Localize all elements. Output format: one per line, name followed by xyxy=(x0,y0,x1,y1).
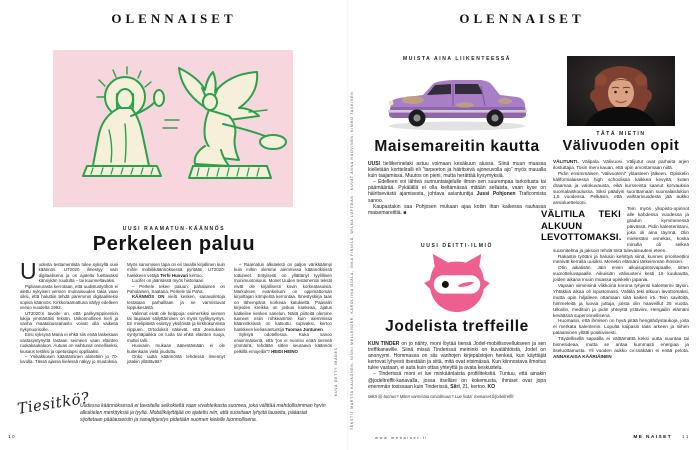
drop-cap: U xyxy=(20,262,37,284)
page-seam xyxy=(347,0,349,450)
portrait-photo xyxy=(567,56,675,126)
right-credits: TEKSTIT MARTTA KAUKONEN, NINNI MELLENDER, KAROLIINA OJALA, INKA FINNILÄ, WILMA LUFTMAN · KUVAT ANNA HUOVINEN, KIMMO TASKINEN xyxy=(350,91,354,430)
dating-title: Jodelista treffeille xyxy=(385,318,529,335)
jodel-cat-icon xyxy=(422,252,492,314)
traffic-section xyxy=(368,56,546,216)
traffic-kicker: MUISTA AINA LIIKENTEESSÄ xyxy=(402,56,512,62)
traffic-body: UUSI tieliikennelaki astuu voimaan kesäkuun alussa. Siinä muun muassa kielletään kortteliralli eli ”tarpeeton ja häiritsevä ajoneuvolla ajo” myös muualla kuin taajamissa. Muutos on pieni, mutta herättää kysymyksiä. – Edelleen voi lähteä sunnuntaiajelulle ilman sen suurempaa tarkoitusta tai päämäärää. Pykälällä ei olla kieltämässä mitään sellaista, vaan kyse on häiritsevästä ajamisesta, johtava asiantuntija Jussi Pohjonen Traficomista sanoo. Kaupastakin saa Pohjosen mukaan ajaa kotiin ihan kaikessa rauhassa maisemareittiä. ■ xyxy=(368,161,546,216)
right-section-header: OLENNAISET xyxy=(459,11,585,26)
left-article-body xyxy=(20,262,332,394)
dating-footnote: Mikä @-tunnus? Miten varmistaa turvallisuus? Lue lisää: menaiset.fi/jodeltreffit xyxy=(368,393,514,399)
left-article-title: Perkeleen paluu xyxy=(92,233,256,255)
left-photo-credit: KUVA GETTY IMAGES xyxy=(334,347,338,396)
car-photo xyxy=(377,66,537,134)
jesus-devil-illustration-art xyxy=(53,50,293,207)
thoughts-body-after: Tein myös yliopisto-opinnot alle kahdessa vuodessa ja gradun kymmenessä päivässä. Pidin kalenteristani, joka oli aina täynnä. Olin mielestäni onnekas, koska minulla oli selkeä suunnitelma ja jaksoin tehdä töitä tulevaisuuteni eteen. Rakastin työtäni ja halusin kehittyä siinä, kunnes prioriteettini menivät kerralla uusiksi. Menetin elämäni tärkeimmän ihmisen. Otin aikalisän. Jäin ensin aikuisopintovapaalle, sitten vuorotteluvapaalle. Aikuisiän välivuoteni kesti 16 kuukautta, joiden aikana muun muassa opiskelin japania. Vapaan viimeisinä viikkoina korona tyhjensi kalenterini täysin. Yhtäkkiä aikaa oli loputtomasti. Välitila teki alkuun levottomaksi, mutta opin hiljalleen ottamaan siitä kaiken irti. Tein savitöitä, himmeleitä ja luovia juttuja, joista olin haaveillut 25 vuotta. Ulkoilin, meditoin ja pidin yhteyttä ystäviini. Hengailin elämäni keväässä superonnellisena. Huomasin, että ihmisen on hyvä pitää hengähdystaukoja, joita ei merkata kalenteriin. Lopulta kaipasin taas arkeen ja siihen palaaminen yllätti positiivisesti. Täydellisellä sapatilla ei välttämättä keksi uutta suuntaa tai bisnesideaa, mutta se antaa kummasti energiaa ja itseluottamusta. Yli vuoden aukko cv:ssäkään ei enää pelota. ANNAKAISA KÄÄRIÄINEN xyxy=(553,206,689,359)
left-article-kicker: UUSI RAAMATUN-KÄÄNNÖS xyxy=(122,226,226,232)
magazine-brand: ME NAISET xyxy=(633,435,673,440)
footer-brand-block xyxy=(620,434,690,440)
left-page-number: 10 xyxy=(8,434,17,439)
left-section-header: OLENNAISET xyxy=(111,11,237,26)
did-you-know-script: Tiesitkö? xyxy=(16,388,91,418)
left-article-paragraphs: udesta testamentista tulee syksyllä uusi käännös. UT2020 ilmestyy vain digitaalisena ja on ajateltu luettavaksi kännykän ruudulta – tai kuunneltavaksi. Pipliaseurasta kerrotaan, että uudistustyöhön ei alettu nykyisen version muinaisuuden takia vaan siksi, että haluttiin tehdä paremmin digitaaliseksi sopiva käännös. Kirkkoraamattuna säilyy edelleen versio vuodelta 1992. UT2020:n tavoite on, että parikymppinenkin lukija ymmärtäisi tekstin. Uskonnollinen kieli ja vanha maataloussanasto voivat olla vaikeita nykynuorisolle. Ensi syksynä Maria ei ehkä siis enää laskekaan vastasyntynyttä lastaan seimeen vaan eläinten ruokakaukaloon. Autuas on vaihtunut onnelliseksi, kiusaus testiksi ja opetuslapsi oppilaaksi. – Ysikakkosen kääntäminen aloitettiin jo 70-luvulla. Tässä ajassa kielessä näkyy jo muutoksia. Myös sanomisen tapa on eri tavalla kirjallinen kuin mihin mobiilikäännöksessä pyritään, UT2020-hankkeen vetäjä Terhi Huovari kertoo. Lucifer on jäämässä myös historiaan. – Perkele tekee paluun: pahalainen on Paholainen, Saatana, Perkele tai Paha. KÄÄNNÖS ON vielä kesken, sanavalintoja testataan parhaillaan ja ne varmistuvat loppukesästä. Valinnat eivät ole helppoja: esimerkiksi seimen tai laupiaan säilyttäminen on myös tyylikysymys. Eri mielipiteitä esiintyy yksilöistä ja kirkkokunnista riippuen. Ortodoksit näkevät, että Jeesuksen syntymäpaikka on luola tai ehkä eläinten suoja, muttei talli. Huovarin mukaan äänestämään ei ole kuitenkaan vielä jouduttu. Onko uutta käännöstä tehdessä ilmennyt jotakin yllättävää? – Raamatun alkuteksti on paljon värikkäämpi kuin mihin olemme aiemmissa käännöksissä tottuneet. Erityisesti on yllättänyt tyylillinen monimuotoisuus. Monet Uuden testamentin tekstit eivät ole kirjallisesti kovin korkeatasoisia. Markuksen evankeliumi on oppimattoman kirjoittajan kömpelöä kerrontaa. Ilmestyskirja taas on lähempänä korkeaa katukieltä. Paavalin kirjeiden kreikka on joskus kankeaa, ajatus katkeilee kesken sanelun. Näitä piirteitä olemme tuoneet esiin rohkeammin kuin aiemmissa käännöksissä on katsottu sopivaksi, kertoo hankkeen kieliasiantuntija Tuomas Juntunen. Syksyä odotellessa. Kuka sanoo ensimmäisenä, että ”jos ei nuoriso enää seimeä ymmärrä, tehdään sitten seuraava käännös pelkillä emojeilla”? HEIDI HEINO xyxy=(20,262,332,365)
traffic-title: Maisemareitin kautta xyxy=(374,138,540,155)
dating-body: KUN TINDER on jo nähty, moni löytää tiensä Jodel-mobiilisovellukseen ja sen treffikanaville. Siinä missä Tinderissä meininki on kuvalähtöistä, Jodel on anonyymi. Hommassa on siis vanhojen kirjepalstojen henkeä, kun käyttäjät kertovat lyhyesti itsestään ja siitä, mitä ovat etsimässä. Kun kiinnostava ilmoitus tulee vastaan, ei auta kuin ottaa yhteyttä ja avata keskustelu. – Tinderissä moni ei lue minkäänlaista profiilitekstiä. Tuntuu, että ainakin @jodeltreffit-kanavalla, jossa itselläni on kokemusta, ihmiset ovat jopa enemmän tosissaan kuin Tinderissä, Siiri, 21, kertoo. KO xyxy=(368,341,546,390)
thoughts-kicker: TÄTÄ MIETIN xyxy=(596,131,646,137)
did-you-know-text: Uudessa käännöksessä ei tavoitella selkokieltä vaan vivahteikasta suomea, joka välittää mahdollisimman hyvin alkukielen merkityksiä ja tyyliä. Mobiilikäyttäjää on ajateltu niin, että suositaan lyhyitä lauseita, pääasiat sijoitetaan päälauseisiin ja sanajärjestys pidetään suomen kielelle luonnollisena. xyxy=(80,403,326,423)
jesus-devil-illustration xyxy=(53,50,293,207)
thoughts-body-before: VÄLITUNTI. Välipala. Välivuosi. Välijutut ovat parhaita arjen ilostuttajia. Tosin meni kauan, että opin arvostamaan niitä. Pidin ensimmäisen ”välivuoteni” yläasteen jälkeen. Opiskelin kalifornialaisessa high schoolissa kaikkea kevyttä, kuten draamaa ja valokuvausta, eikä kursseista saanut korvauksia suomalaiskoulussa. Siksi päädyin suorittamaan suomalaislukion 1,5 vuodessa. Pelkäsin, että vaihtarivuodesta jää aukko ansioluettelooni. xyxy=(553,159,689,206)
thoughts-title: Välivuoden opit xyxy=(562,138,680,154)
thoughts-section xyxy=(541,56,689,360)
pull-quote: VÄLITILA TEKI ALKUUN LEVOTTOMAKSI. xyxy=(541,209,622,244)
dating-section xyxy=(368,243,546,399)
right-page-number: 11 xyxy=(682,434,690,439)
thoughts-body xyxy=(541,159,689,360)
dating-kicker: UUSI DEITTI-ILMIÖ xyxy=(421,243,493,249)
footer-url: www.menaiset.fi xyxy=(375,435,428,440)
